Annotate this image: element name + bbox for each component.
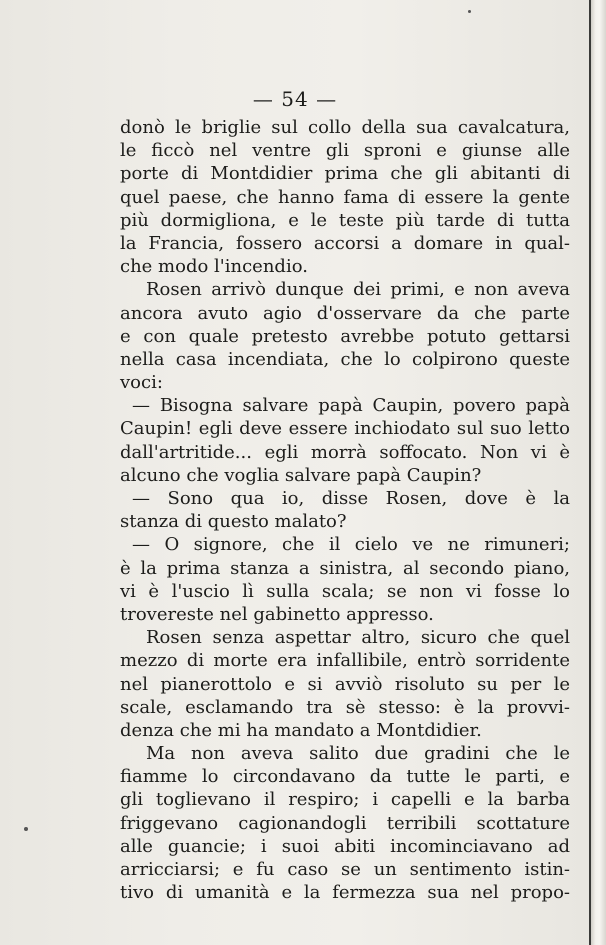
text-line: Caupin! egli deve essere inchiodato sul suo letto [120,418,570,440]
text-line: donò le briglie sul collo della sua cavalcatura, [120,117,570,138]
text-line: — Sono qua io, disse Rosen, dove è la [132,488,570,509]
text-line: gli toglievano il respiro; i capelli e la barba [120,789,570,811]
text-line: ancora avuto agio d'osservare da che parte [120,302,570,324]
text-line: e con quale pretesto avrebbe potuto gettarsi [120,325,570,347]
page-edge [590,0,606,945]
text-line: nella casa incendiata, che lo colpirono queste [120,348,570,370]
text-line: — Bisogna salvare papà Caupin, povero papà [132,395,570,417]
text-line: alcuno che voglia salvare papà Caupin? [120,464,482,486]
text-line: fiamme lo circondavano da tutte le parti, e [120,766,570,788]
text-line: tivo di umanità e la fermezza sua nel propo- [120,882,570,904]
text-line: mezzo di morte era infallibile, entrò sorridente [120,650,570,672]
text-line: Ma non aveva salito due gradini che le [146,743,570,765]
text-line: trovereste nel gabinetto appresso. [120,603,434,625]
text-line: Rosen arrivò dunque dei primi, e non aveva [146,279,570,301]
text-line: è la prima stanza a sinistra, al secondo piano, [120,557,570,579]
text-line: porte di Montdidier prima che gli abitanti di [120,163,570,185]
text-line: — O signore, che il cielo ve ne rimuneri; [132,534,570,556]
text-line: denza che mi ha mandato a Montdidier. [120,719,482,741]
text-line: friggevano cagionandogli terribili scottature [120,812,570,834]
text-line: la Francia, fossero accorsi a domare in qual- [120,232,570,254]
body-text [120,116,570,904]
text-line: Rosen senza aspettar altro, sicuro che quel [146,627,570,649]
text-line: stanza di questo malato? [120,511,347,533]
text-line: dall'artritide... egli morrà soffocato. Non vi è [120,441,570,463]
text-line: più dormigliona, e le teste più tarde di tutta [120,209,570,231]
text-line: quel paese, che hanno fama di essere la gente [120,186,570,208]
text-line: alle guancie; i suoi abiti incominciavano ad [120,835,570,857]
text-line: voci: [120,372,163,394]
page-number: — 54 — [252,87,338,111]
text-line: vi è l'uscio lì sulla scala; se non vi fosse lo [120,580,570,602]
text-line: arricciarsi; e fu caso se un sentimento istin- [120,859,570,880]
text-line: nel pianerottolo e si avviò risoluto su per le [120,673,570,695]
text-line: che modo l'incendio. [120,256,308,278]
text-line: le ficcò nel ventre gli sproni e giunse alle [120,140,570,162]
ink-speck [468,10,471,13]
text-line: scale, esclamando tra sè stesso: è la provvi- [120,696,570,718]
page-binding-line [589,0,591,945]
ink-speck [24,827,28,831]
